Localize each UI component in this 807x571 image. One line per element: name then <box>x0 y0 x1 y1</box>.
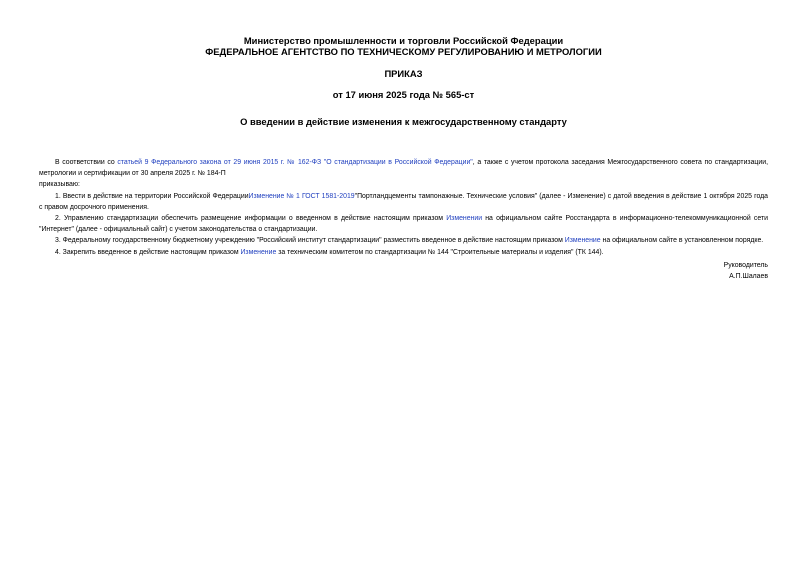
order-subject: О введении в действие изменения к межгосударственному стандарту <box>240 116 567 127</box>
preamble-text-2: , а также с учетом протокола заседания Межгосударственного совета по стандартизации, метрологии и сертификации от 30 апреля 2025 г. № 184-П <box>39 159 768 178</box>
item-3-text-b: на официальном сайте в установленном порядке. <box>600 237 764 245</box>
item-1-text-a: 1. Ввести в действие на территории Российской Федерации <box>55 192 249 200</box>
item-3 <box>39 235 768 246</box>
item-1 <box>39 191 768 213</box>
order-body <box>39 157 768 258</box>
doc-type-title: ПРИКАЗ <box>384 68 423 79</box>
item-4-text-b: за техническим комитетом по стандартизации № 144 "Строительные материалы и изделия" (ТК 144). <box>276 248 604 256</box>
amendment-link-4[interactable]: Изменение <box>240 248 277 256</box>
item-2-text-a: 2. Управлению стандартизации обеспечить размещение информации о введенном в действие настоящим приказом <box>55 215 447 223</box>
gost-amendment-link[interactable]: Изменение № 1 ГОСТ 1581-2019 <box>248 192 355 200</box>
ministry-heading: Министерство промышленности и торговли Российской Федерации <box>243 35 564 46</box>
amendment-link-2[interactable]: Изменении <box>446 215 483 223</box>
date-number: от 17 июня 2025 года № 565-ст <box>332 89 475 100</box>
item-1-text-b: "Портландцементы тампонажные. Технические условия" (далее - Изменение) с датой введения в действие 1 октября 2025 года с правом досрочного применения. <box>39 192 768 211</box>
signatory-title: Руководитель <box>723 262 768 269</box>
agency-heading: ФЕДЕРАЛЬНОЕ АГЕНТСТВО ПО ТЕХНИЧЕСКОМУ РЕГУЛИРОВАНИЮ И МЕТРОЛОГИИ <box>205 46 602 57</box>
preamble-paragraph <box>39 157 768 179</box>
item-2 <box>39 213 768 235</box>
item-3-text-a: 3. Федеральному государственному бюджетному учреждению "Российский институт стандартизации" разместить введенное в действие настоящим приказом <box>55 237 565 245</box>
item-4 <box>39 247 768 258</box>
law-link[interactable]: статьей 9 Федерального закона от 29 июня 2015 г. № 162-ФЗ "О стандартизации в Российской Федерации" <box>117 159 473 166</box>
item-2-text-b: на официальном сайте Росстандарта в информационно-телекоммуникационной сети "Интернет" (далее - официальный сайт) с учетом законодательства о стандартизации. <box>39 215 768 234</box>
order-word: приказываю: <box>39 181 80 189</box>
item-4-text-a: 4. Закрепить введенное в действие настоящим приказом <box>55 248 241 256</box>
signatory-name: А.П.Шалаев <box>729 273 768 280</box>
preamble-text-1: В соответствии со <box>55 159 118 166</box>
amendment-link-3[interactable]: Изменение <box>564 237 601 245</box>
